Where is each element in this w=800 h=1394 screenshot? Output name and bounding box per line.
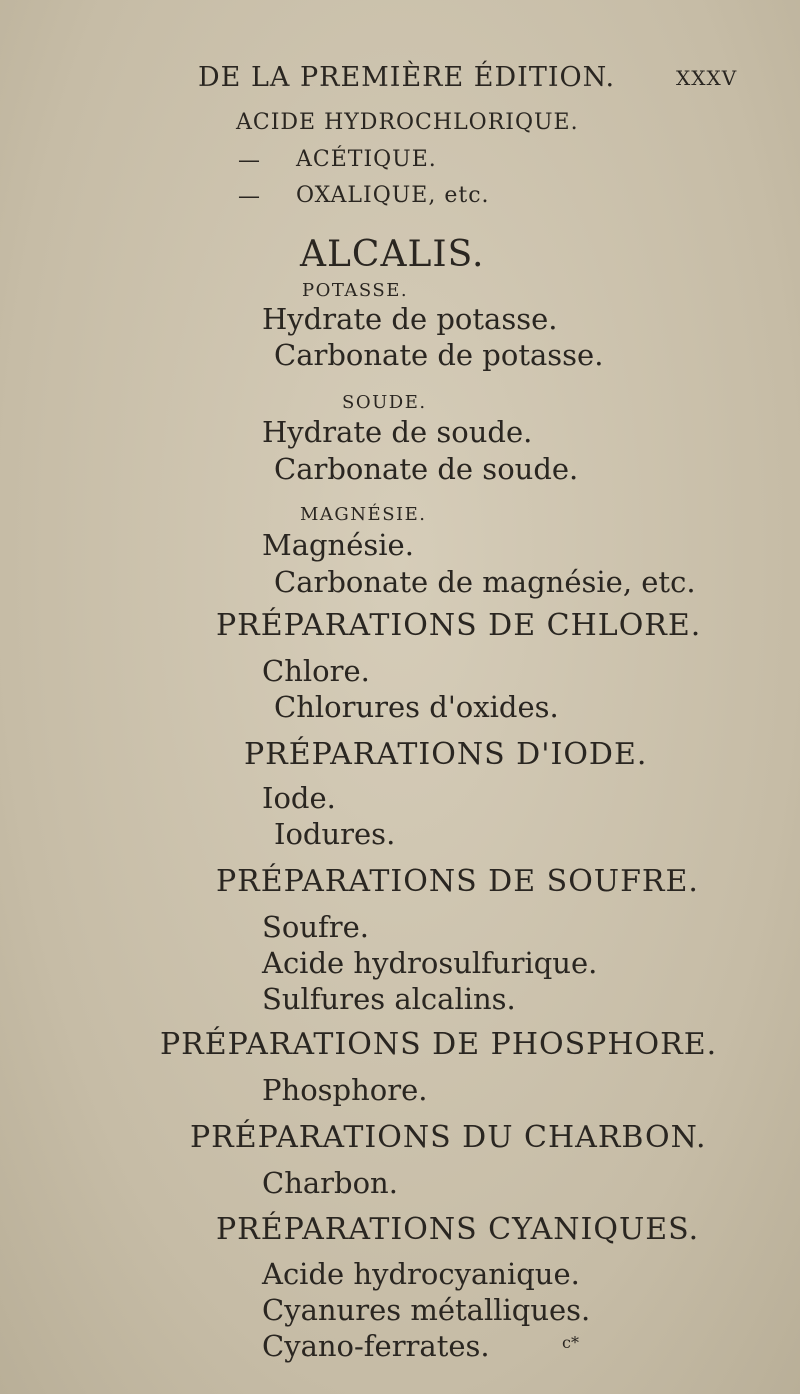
list-item: Carbonate de potasse. [274,338,604,372]
acid-line: ACIDE HYDROCHLORIQUE. [236,110,579,135]
section-heading-charbon: PRÉPARATIONS DU CHARBON. [190,1120,707,1155]
section-heading-iode: PRÉPARATIONS D'IODE. [244,737,648,772]
list-item: Carbonate de magnésie, etc. [274,565,696,599]
section-heading-phosphore: PRÉPARATIONS DE PHOSPHORE. [160,1027,718,1062]
list-item: Iodures. [274,817,396,851]
list-item: Carbonate de soude. [274,452,579,486]
ditto-dash: — [238,184,260,209]
subsection-heading-magnesie: MAGNÉSIE. [300,504,427,525]
signature-mark: c* [562,1333,579,1352]
list-item: Acide hydrocyanique. [262,1257,580,1291]
list-item: Acide hydrosulfurique. [262,946,598,980]
page-number: XXXV [676,66,738,90]
acid-line: ACÉTIQUE. [296,147,437,172]
acid-line: OXALIQUE, etc. [296,183,490,208]
list-item: Hydrate de potasse. [262,302,558,336]
list-item: Chlore. [262,654,370,688]
list-item: Hydrate de soude. [262,415,533,449]
subsection-heading-soude: SOUDE. [342,392,427,413]
running-header: DE LA PREMIÈRE ÉDITION. [198,62,616,93]
list-item: Phosphore. [262,1073,428,1107]
list-item: Cyano-ferrates. [262,1329,490,1363]
list-item: Sulfures alcalins. [262,982,516,1016]
section-heading-cyaniques: PRÉPARATIONS CYANIQUES. [216,1212,700,1247]
section-title-alcalis: ALCALIS. [300,234,485,275]
section-heading-chlore: PRÉPARATIONS DE CHLORE. [216,608,702,643]
list-item: Soufre. [262,910,369,944]
list-item: Charbon. [262,1166,398,1200]
list-item: Iode. [262,781,336,815]
list-item: Chlorures d'oxides. [274,690,559,724]
list-item: Magnésie. [262,528,414,562]
list-item: Cyanures métalliques. [262,1293,591,1327]
subsection-heading-potasse: POTASSE. [302,280,409,301]
ditto-dash: — [238,148,260,173]
section-heading-soufre: PRÉPARATIONS DE SOUFRE. [216,864,699,899]
